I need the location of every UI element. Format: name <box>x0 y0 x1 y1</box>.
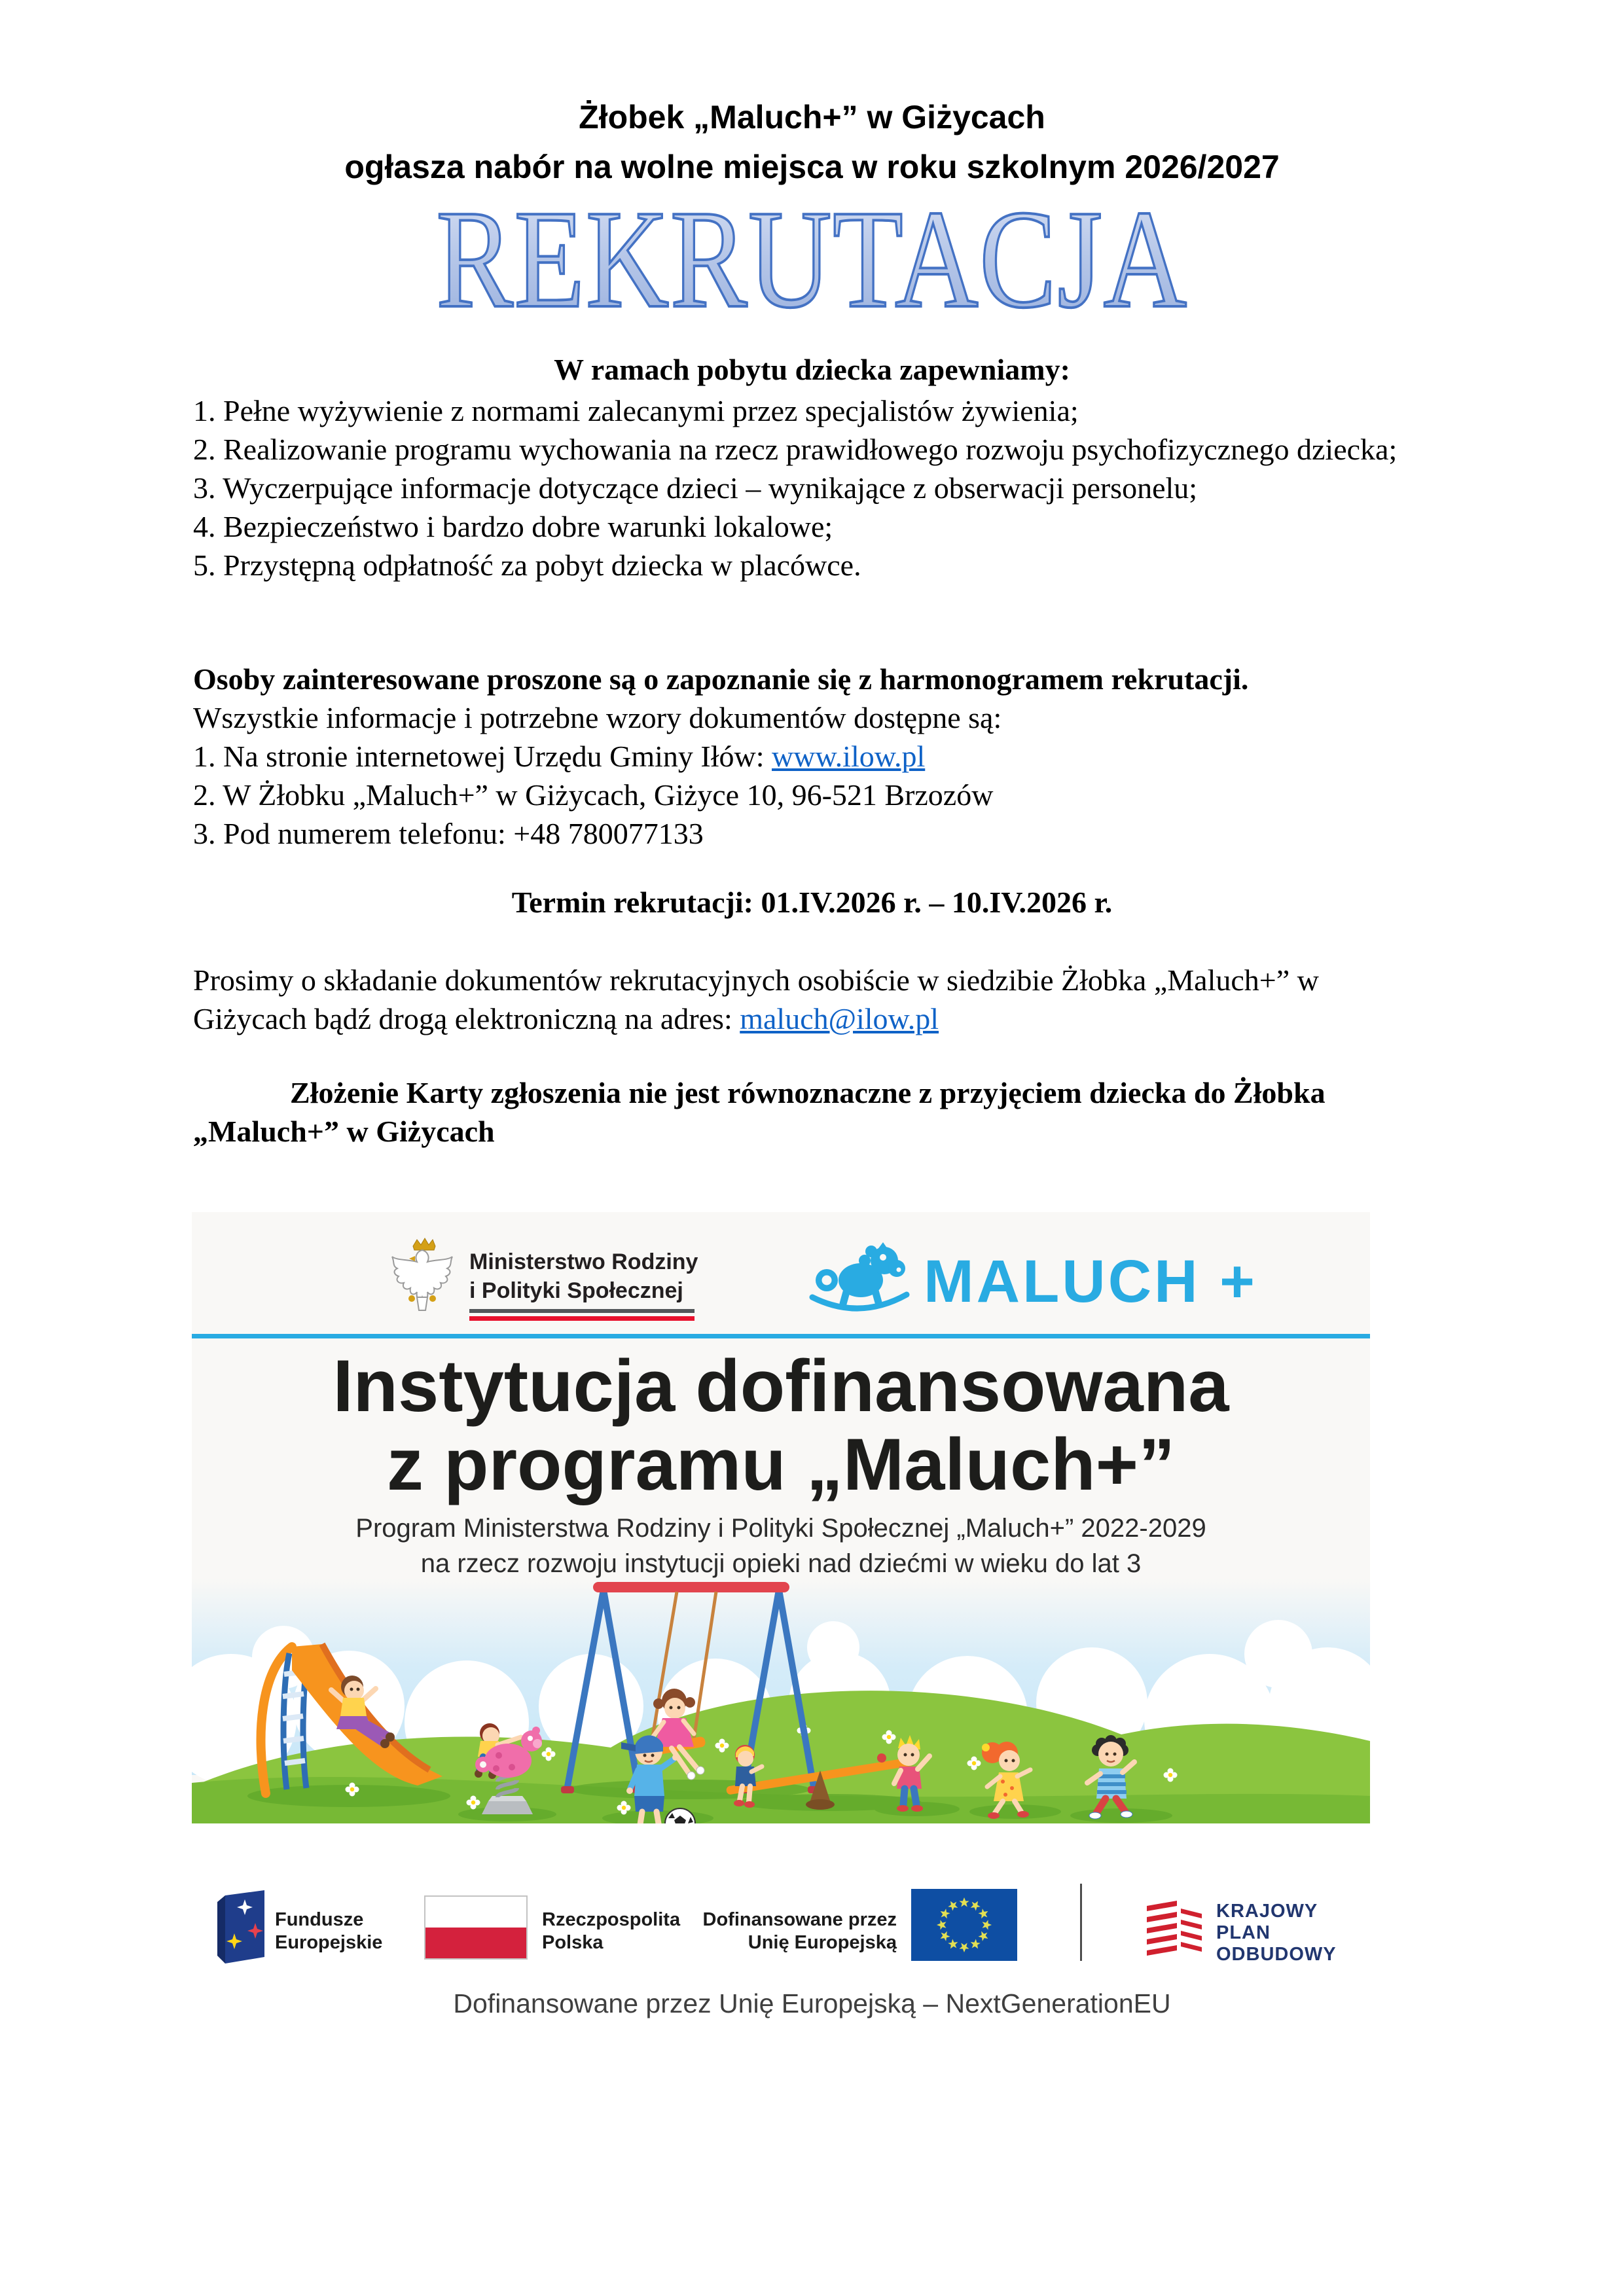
maluch-rocking-horse-icon <box>807 1240 912 1317</box>
fundusze-label-line1: Fundusze <box>275 1909 364 1930</box>
banner-subheadline-line1: Program Ministerstwa Rodziny i Polityki Społecznej „Maluch+” 2022-2029 <box>355 1514 1206 1543</box>
rp-label-line2: Polska <box>542 1932 604 1953</box>
banner-divider-line <box>192 1334 1370 1338</box>
email-link[interactable]: maluch@ilow.pl <box>740 1002 939 1035</box>
ministry-name-line1: Ministerstwo Rodziny <box>469 1249 698 1274</box>
note-paragraph: Złożenie Karty zgłoszenia nie jest równoznaczne z przyjęciem dziecka do Żłobka „Maluch+” w Giżycach <box>193 1076 1326 1148</box>
list-item: 5. Przystępną odpłatność za pobyt dziecka w placówce. <box>193 548 861 582</box>
fundusze-label-line2: Europejskie <box>275 1932 383 1953</box>
poland-flag-icon <box>424 1895 528 1960</box>
recruitment-info <box>193 660 1434 853</box>
maluch-logo-text: MALUCH + <box>924 1248 1257 1315</box>
submission-text: Prosimy o składanie dokumentów rekrutacyjnych osobiście w siedzibie Żłobka „Maluch+” w Giżycach bądź drogą elektroniczną na adres: <box>193 963 1319 1035</box>
eu-label-line1: Dofinansowane przez <box>702 1909 897 1930</box>
list-item: 2. W Żłobku „Maluch+” w Giżycach, Giżyce 10, 96-521 Brzozów <box>193 778 994 812</box>
list-item: 4. Bezpieczeństwo i bardzo dobre warunki lokalowe; <box>193 510 833 543</box>
ministry-underline-red <box>469 1316 695 1321</box>
kpo-label-line2: PLAN <box>1216 1922 1271 1943</box>
eu-label-line2: Unię Europejską <box>748 1932 897 1953</box>
rp-label-line1: Rzeczpospolita <box>542 1909 681 1930</box>
maluch-program-banner <box>192 1212 1370 1823</box>
kpo-label-line1: KRAJOWY <box>1216 1901 1318 1922</box>
banner-headline-line1: Instytucja dofinansowana <box>333 1345 1229 1427</box>
deadline-line: Termin rekrutacji: 01.IV.2026 r. – 10.IV.2026 r. <box>511 886 1113 919</box>
poland-eagle-emblem-icon <box>388 1237 456 1314</box>
list-item <box>193 737 1434 776</box>
rekrutacja-wordart: REKRUTACJA <box>146 194 1477 325</box>
ministry-name-line2: i Polityki Społecznej <box>469 1278 683 1303</box>
recruitment-info-bold-line: Osoby zainteresowane proszone są o zapoznanie się z harmonogramem rekrutacji. <box>193 662 1249 696</box>
list-item: 3. Pod numerem telefonu: +48 780077133 <box>193 817 704 850</box>
list-item: 2. Realizowanie programu wychowania na rzecz prawidłowego rozwoju psychofizycznego dziecka; <box>193 433 1398 466</box>
ilow-website-link[interactable]: www.ilow.pl <box>772 740 926 773</box>
website-item-text: 1. Na stronie internetowej Urzędu Gminy Iłów: <box>193 740 772 773</box>
list-item: 3. Wyczerpujące informacje dotyczące dzieci – wynikające z obserwacji personelu; <box>193 471 1198 505</box>
playground-illustration <box>192 1579 1370 1823</box>
banner-headline-line2: z programu „Maluch+” <box>386 1424 1176 1505</box>
submission-paragraph <box>193 961 1434 1038</box>
list-item: 1. Pełne wyżywienie z normami zalecanymi przez specjalistów żywienia; <box>193 394 1079 427</box>
doc-title-line2: ogłasza nabór na wolne miejsca w roku szkolnym 2026/2027 <box>344 149 1280 185</box>
eu-flag-icon <box>911 1889 1017 1961</box>
fundusze-europejskie-logo-icon <box>215 1890 264 1965</box>
ministry-name <box>469 1247 698 1305</box>
rzeczpospolita-polska-label <box>542 1909 680 1954</box>
footer-divider <box>1080 1884 1082 1961</box>
footer-caption: Dofinansowane przez Unię Europejską – NextGenerationEU <box>453 1988 1171 2018</box>
banner-subheadline-line2: na rzecz rozwoju instytucji opieki nad dziećmi w wieku do lat 3 <box>420 1549 1142 1578</box>
kpo-label <box>1216 1901 1337 1965</box>
kpo-label-line3: ODBUDOWY <box>1216 1944 1337 1965</box>
doc-title-line1: Żłobek „Maluch+” w Giżycach <box>579 99 1045 135</box>
fundusze-europejskie-label <box>275 1909 382 1954</box>
ministry-underline-gray <box>469 1309 695 1313</box>
recruitment-info-intro: Wszystkie informacje i potrzebne wzory dokumentów dostępne są: <box>193 701 1002 734</box>
provisions-heading: W ramach pobytu dziecka zapewniamy: <box>554 353 1070 386</box>
kpo-logo-icon <box>1143 1897 1206 1962</box>
provisions-list <box>193 391 1434 584</box>
eu-funding-label <box>668 1909 897 1954</box>
